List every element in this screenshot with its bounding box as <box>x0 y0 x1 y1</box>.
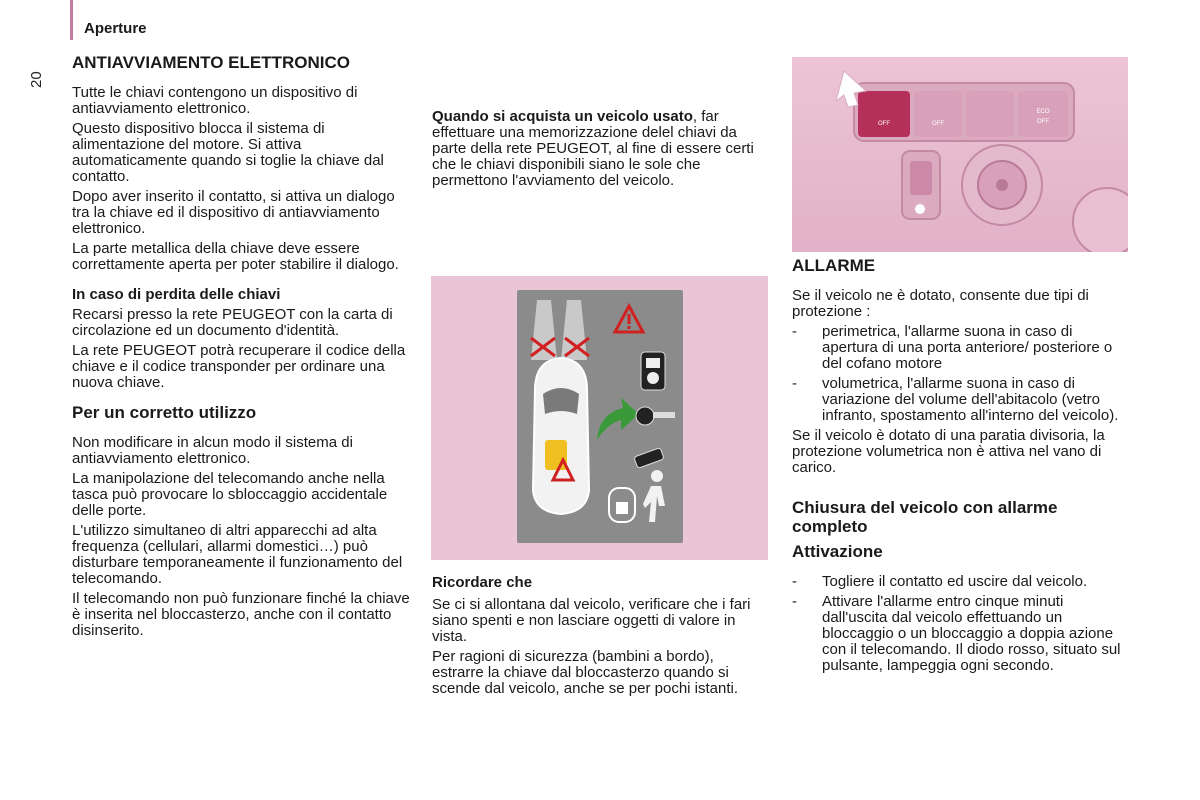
headlight-beam-icon <box>531 300 557 360</box>
paragraph: L'utilizzo simultaneo di altri apparecchi ad alta frequenza (cellulari, allarmi domestici…) può disturbare temporaneamente il funzionamento del telecomando. <box>72 522 403 587</box>
car-top-view-icon <box>533 358 589 514</box>
park-assist-button <box>966 91 1014 137</box>
paragraph: La parte metallica della chiave deve essere correttamente aperta per poter stabilire il dialogo. <box>72 240 399 273</box>
list-item: - volumetrica, l'allarme suona in caso di variazione del volume dell'abitacolo (vetro infranto, spostamento all'interno del veicolo). <box>792 376 1128 424</box>
used-vehicle-paragraph <box>432 109 768 189</box>
paragraph: Questo dispositivo blocca il sistema di alimentazione del motore. Si attiva automaticamente quando si toglie la chiave dal contatto. <box>72 120 384 185</box>
paragraph: La rete PEUGEOT potrà recuperare il codice della chiave e il codice transponder per ordinare una nuova chiave. <box>72 342 406 391</box>
column-right <box>792 258 1128 678</box>
key-icon <box>636 407 654 425</box>
immobilizer-heading: ANTIAVVIAMENTO ELETTRONICO <box>72 53 350 72</box>
list-item: - Attivare l'allarme entro cinque minuti dall'uscita dal veicolo effettuando un bloccaggio o un bloccaggio a doppia azione con il telecomando. Il diodo rosso, situato sul pulsante, lampeggia ogni secondo. <box>792 594 1128 674</box>
immobilizer-illustration <box>431 276 768 560</box>
esp-off-button <box>914 91 962 137</box>
paragraph: Non modificare in alcun modo il sistema di antiavviamento elettronico. <box>72 434 353 467</box>
vehicle-closing-heading: Chiusura del veicolo con allarme completo <box>792 498 1058 536</box>
paragraph: Se il veicolo ne è dotato, consente due tipi di protezione : <box>792 287 1089 320</box>
paragraph: Recarsi presso la rete PEUGEOT con la carta di circolazione ed un documento d'identità. <box>72 306 393 339</box>
paragraph: Per ragioni di sicurezza (bambini a bordo), estrarre la chiave dal bloccasterzo quando si scende dal veicolo, anche se per pochi istanti. <box>432 648 739 697</box>
list-item: - Togliere il contatto ed uscire dal veicolo. <box>792 574 1128 590</box>
esp-off-label: OFF <box>932 121 944 127</box>
column-middle-bottom <box>432 575 768 701</box>
illustration-dark-panel <box>517 290 683 543</box>
activation-steps-list <box>792 574 1128 674</box>
dashboard-svg <box>792 57 1128 252</box>
walking-person-icon <box>643 470 665 522</box>
paragraph: Il telecomando non può funzionare finché la chiave è inserita nel bloccasterzo, anche con il contatto disinserito. <box>72 590 410 639</box>
used-vehicle-bold: Quando si acquista un veicolo usato <box>432 108 693 125</box>
section-marker-bar <box>70 0 73 40</box>
used-vehicle-text: , far effettuare una memorizzazione delel chiavi da parte della rete PEUGEOT, al fine di essere certi che le chiavi disponibili siano le sole che permettono l'avviamento del veicolo. <box>432 108 754 189</box>
eco-label: ECO <box>1036 109 1050 115</box>
section-title: Aperture <box>84 20 147 37</box>
alarm-off-button <box>858 91 910 137</box>
paragraph: Tutte le chiavi contengono un dispositivo di antiavviamento elettronico. <box>72 84 358 117</box>
rotary-knob <box>1073 188 1128 252</box>
page-number: 20 <box>28 71 45 88</box>
eco-off-label: OFF <box>1037 119 1049 125</box>
column-left <box>72 55 412 643</box>
windshield-icon <box>543 388 579 414</box>
music-player-icon <box>641 352 665 390</box>
green-arrow-icon <box>597 398 639 440</box>
remember-heading: Ricordare che <box>432 574 533 591</box>
activation-heading: Attivazione <box>792 542 883 561</box>
safety-vest-icon <box>545 440 567 470</box>
car-scene-svg <box>517 290 683 543</box>
column-middle-top <box>432 109 768 193</box>
paragraph: Dopo aver inserito il contatto, si attiva un dialogo tra la chiave ed il dispositivo di antiavviamento elettronico. <box>72 188 395 237</box>
alarm-off-label: OFF <box>878 121 890 127</box>
alarm-button-illustration <box>792 57 1128 252</box>
lost-keys-heading: In caso di perdita delle chiavi <box>72 286 281 303</box>
usb-stick-icon <box>634 448 664 469</box>
correct-use-heading: Per un corretto utilizzo <box>72 403 257 422</box>
list-item: - perimetrica, l'allarme suona in caso di apertura di una porta anteriore/ posteriore o del cofano motore <box>792 324 1128 372</box>
paragraph: Se ci si allontana dal veicolo, verificare che i fari siano spenti e non lasciare oggetti di valore in vista. <box>432 596 751 645</box>
paragraph: La manipolazione del telecomando anche nella tasca può provocare lo sbloccaggio accidentale delle porte. <box>72 470 388 519</box>
paragraph: Se il veicolo è dotato di una paratia divisoria, la protezione volumetrica non è attiva nel vano di carico. <box>792 427 1105 476</box>
protection-types-list <box>792 324 1128 424</box>
alarm-heading: ALLARME <box>792 256 876 275</box>
